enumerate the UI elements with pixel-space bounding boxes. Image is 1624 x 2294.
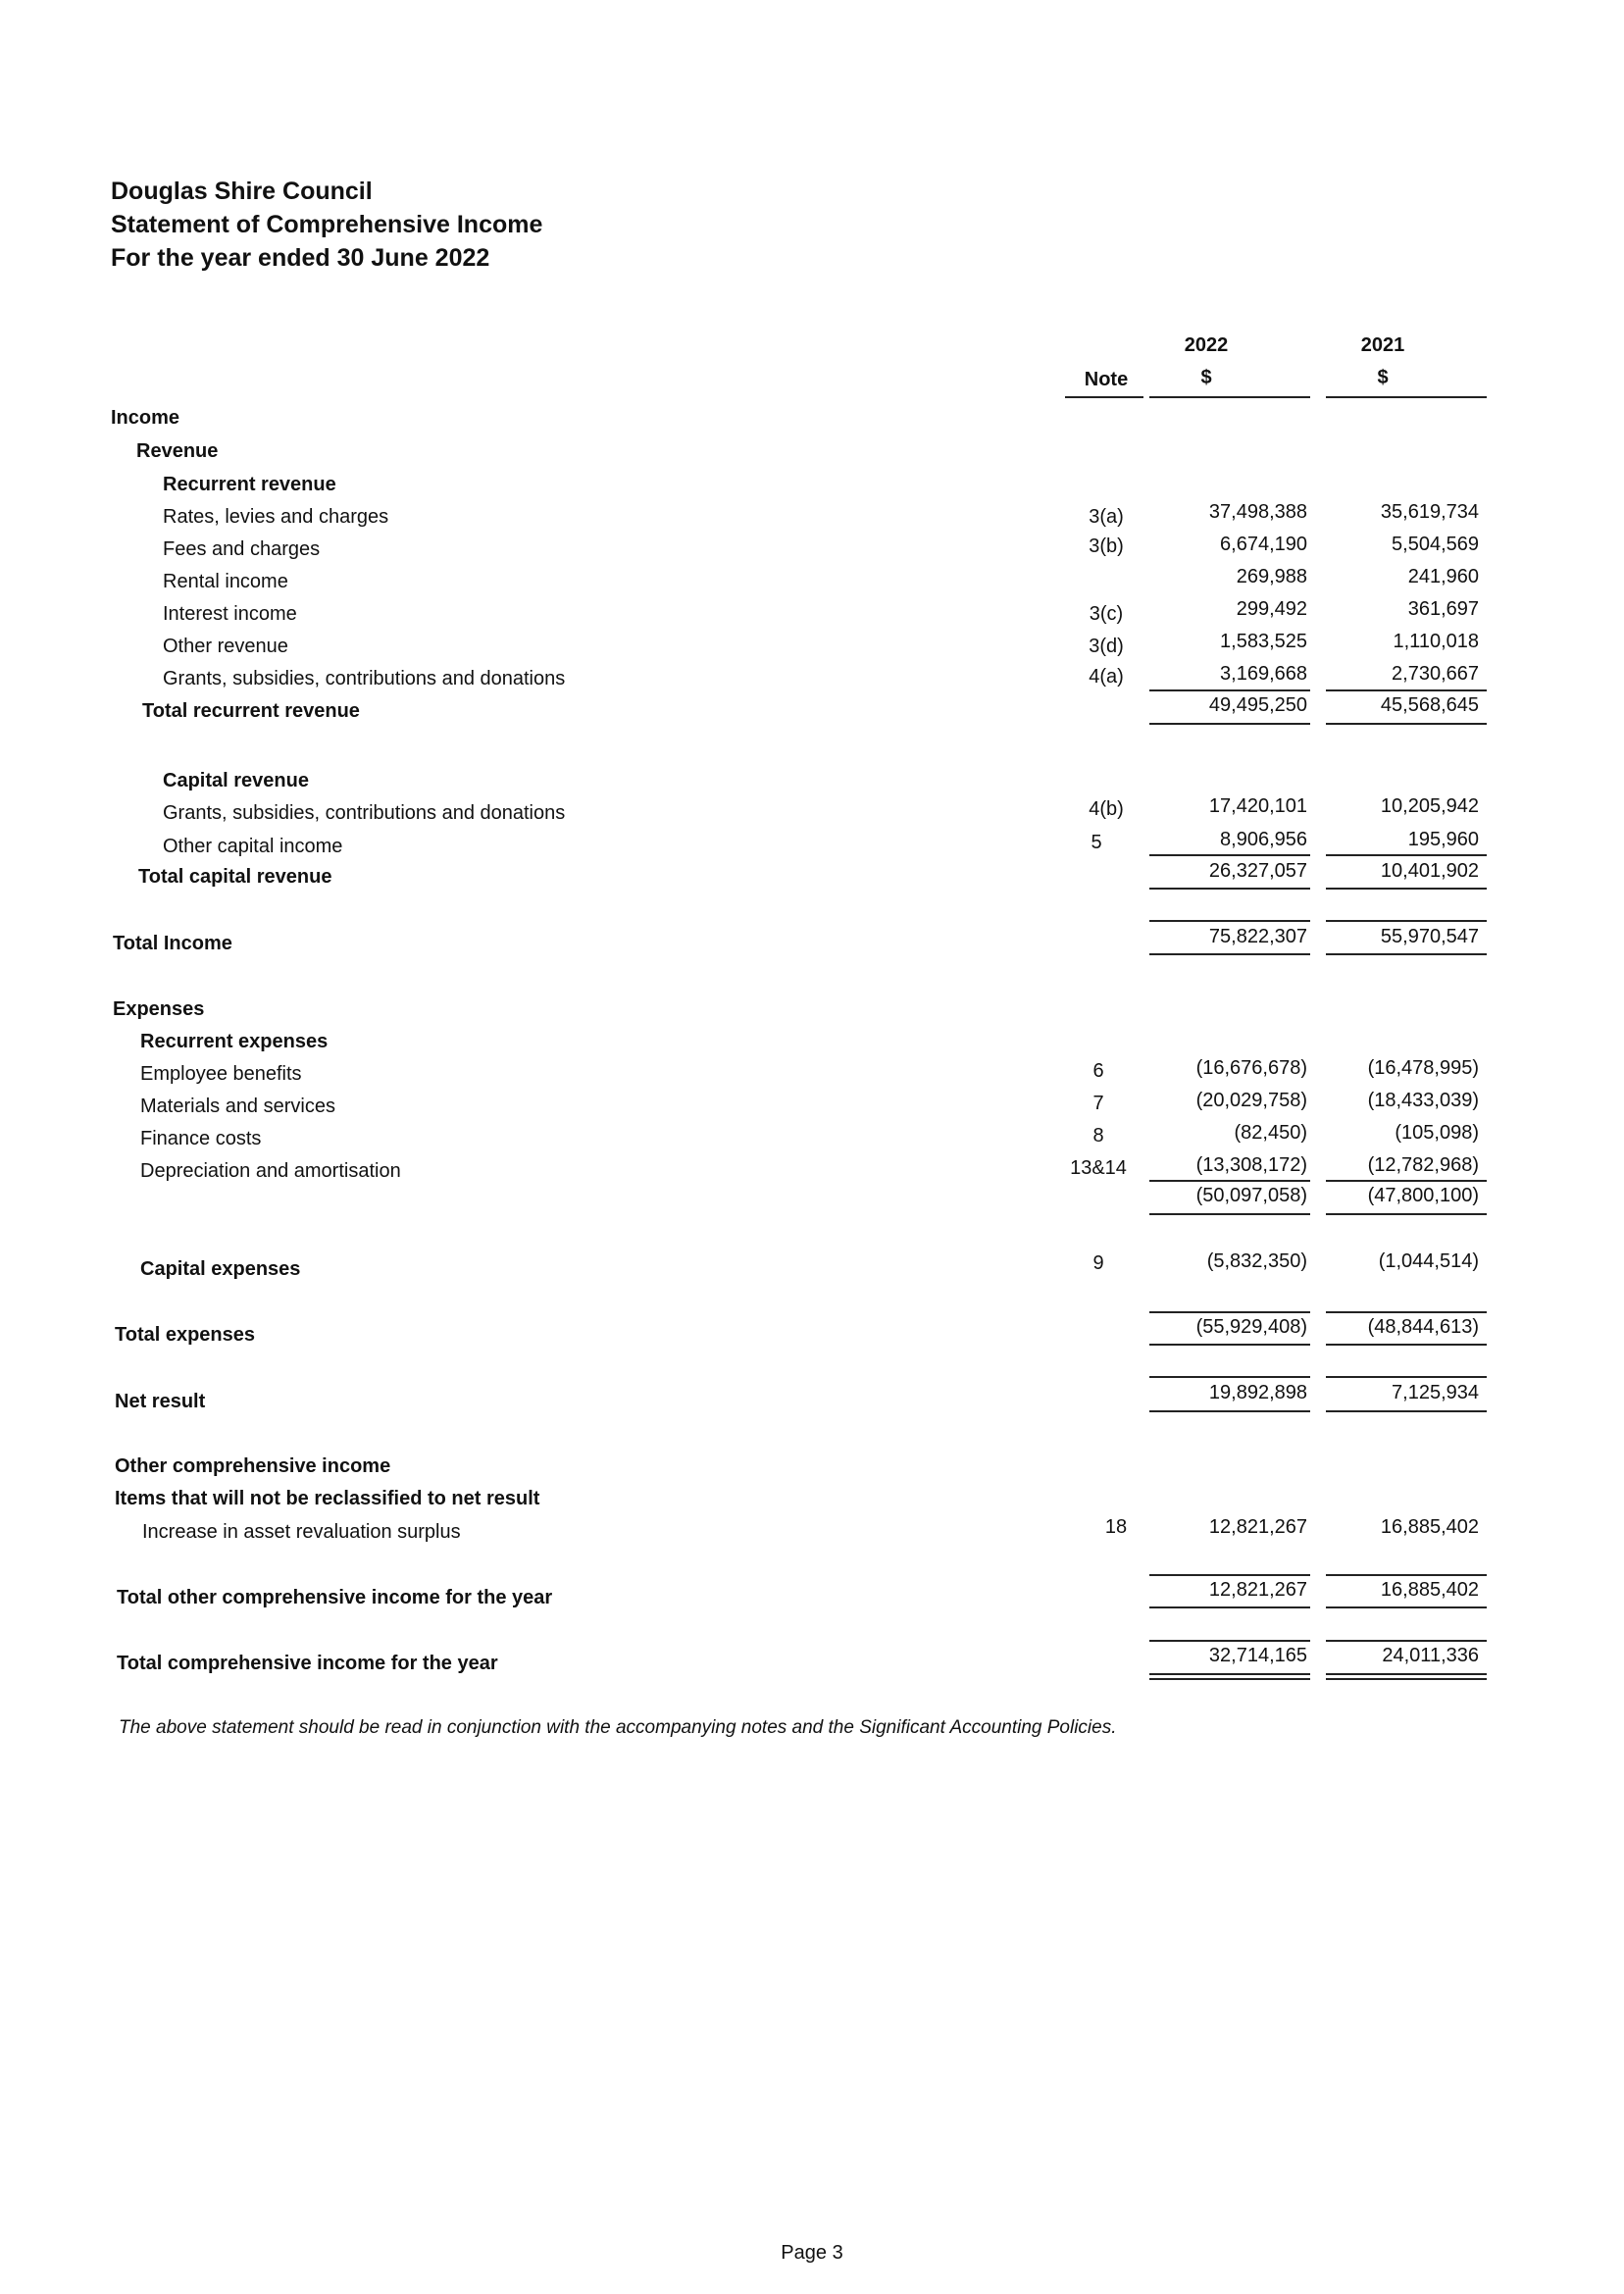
statement-period: For the year ended 30 June 2022: [111, 244, 490, 272]
row-label: Materials and services: [140, 1096, 335, 1117]
row-label: Other capital income: [163, 836, 343, 857]
statement-header: [111, 175, 542, 275]
value-2021: 5,504,569: [1392, 534, 1479, 555]
total-expenses-bottom-rule-2021: [1326, 1344, 1487, 1346]
value-2021: 16,885,402: [1380, 1516, 1479, 1538]
value-2022: 12,821,267: [1208, 1579, 1307, 1601]
value-2022: 1,583,525: [1220, 631, 1307, 652]
row-label: Finance costs: [140, 1128, 262, 1149]
expenses-heading: Expenses: [113, 998, 205, 1020]
income-heading: Income: [111, 407, 180, 429]
row-label: Total expenses: [115, 1324, 256, 1346]
row-note: 8: [1092, 1125, 1104, 1147]
oci-heading: Other comprehensive income: [115, 1455, 391, 1477]
value-2021: (12,782,968): [1367, 1154, 1479, 1176]
value-2022: 37,498,388: [1208, 501, 1307, 523]
total-expenses-top-rule-2021: [1326, 1311, 1487, 1313]
net-result-bottom-rule-2021: [1326, 1410, 1487, 1412]
total-rule-2021: [1326, 723, 1487, 725]
row-label: Other revenue: [163, 636, 288, 657]
value-2021: 24,011,336: [1382, 1645, 1479, 1666]
value-2021: 35,619,734: [1380, 501, 1479, 523]
row-label: Total Income: [113, 933, 232, 954]
row-label: Increase in asset revaluation surplus: [142, 1521, 461, 1543]
column-currency-2022: $: [1200, 367, 1212, 388]
net-result-top-rule-2022: [1149, 1376, 1310, 1378]
oci-total-bottom-rule-2022: [1149, 1606, 1310, 1608]
value-2022: 17,420,101: [1208, 795, 1307, 817]
row-note: 4(a): [1089, 666, 1124, 688]
row-note: 7: [1092, 1093, 1104, 1114]
value-2021: 7,125,934: [1392, 1382, 1479, 1403]
value-2021: 2,730,667: [1392, 663, 1479, 685]
total-income-bottom-rule-2021: [1326, 953, 1487, 955]
total-income-top-rule-2021: [1326, 920, 1487, 922]
value-2022: (5,832,350): [1206, 1250, 1307, 1272]
total-rule-2022: [1149, 723, 1310, 725]
recurrent-expenses-heading: Recurrent expenses: [140, 1031, 329, 1052]
value-2021: (1,044,514): [1378, 1250, 1479, 1272]
value-2022: 75,822,307: [1208, 926, 1307, 947]
column-year-2022: 2022: [1184, 334, 1229, 356]
value-2021: (16,478,995): [1367, 1057, 1479, 1079]
total-income-top-rule-2022: [1149, 920, 1310, 922]
row-label: Rental income: [163, 571, 288, 592]
footer-note: The above statement should be read in conjunction with the accompanying notes and the Significant Accounting Policies.: [119, 1717, 1117, 1738]
value-2022: (20,029,758): [1195, 1090, 1307, 1111]
value-2021: (18,433,039): [1367, 1090, 1479, 1111]
total-rule-2022: [1149, 888, 1310, 890]
row-label: Net result: [115, 1391, 206, 1412]
subtotal-rule-2022: [1149, 854, 1310, 856]
subtotal-rule-2021: [1326, 854, 1487, 856]
row-label: Interest income: [163, 603, 297, 625]
value-2022: 49,495,250: [1208, 694, 1307, 716]
row-note: 3(a): [1089, 506, 1124, 528]
heading-rule-2022: [1149, 396, 1310, 398]
tci-double-rule-1-2022: [1149, 1673, 1310, 1675]
statement-title: Statement of Comprehensive Income: [111, 211, 543, 238]
net-result-top-rule-2021: [1326, 1376, 1487, 1378]
total-expenses-top-rule-2022: [1149, 1311, 1310, 1313]
value-2021: 195,960: [1407, 829, 1479, 850]
value-2022: (50,097,058): [1195, 1185, 1307, 1206]
total-expenses-bottom-rule-2022: [1149, 1344, 1310, 1346]
value-2022: 269,988: [1236, 566, 1307, 587]
row-label: Total capital revenue: [138, 866, 332, 888]
tci-double-rule-2-2022: [1149, 1678, 1310, 1680]
value-2021: 1,110,018: [1393, 631, 1479, 652]
council-name: Douglas Shire Council: [111, 178, 373, 205]
oci-total-top-rule-2021: [1326, 1574, 1487, 1576]
value-2022: 6,674,190: [1220, 534, 1307, 555]
value-2022: (13,308,172): [1195, 1154, 1307, 1176]
row-note: 13&14: [1070, 1157, 1127, 1179]
row-note: 4(b): [1089, 798, 1124, 820]
row-label: Total other comprehensive income for the year: [117, 1587, 553, 1608]
recurrent-revenue-heading: Recurrent revenue: [163, 474, 336, 495]
row-label: Total comprehensive income for the year: [117, 1653, 498, 1674]
value-2021: 241,960: [1407, 566, 1479, 587]
value-2021: 16,885,402: [1380, 1579, 1479, 1601]
value-2021: 10,205,942: [1380, 795, 1479, 817]
value-2022: 32,714,165: [1208, 1645, 1307, 1666]
value-2021: 10,401,902: [1380, 860, 1479, 882]
oci-subheading: Items that will not be reclassified to net result: [115, 1488, 540, 1509]
tci-double-rule-1-2021: [1326, 1673, 1487, 1675]
value-2022: (55,929,408): [1195, 1316, 1307, 1338]
row-label: Fees and charges: [163, 538, 321, 560]
value-2022: (82,450): [1234, 1122, 1307, 1144]
subtotal-rule-2022: [1149, 1180, 1310, 1182]
row-label: Total recurrent revenue: [142, 700, 360, 722]
row-note: 3(c): [1089, 603, 1124, 625]
row-label: Employee benefits: [140, 1063, 302, 1085]
row-note: 6: [1092, 1060, 1104, 1082]
row-label: Capital expenses: [140, 1258, 301, 1280]
value-2021: (48,844,613): [1367, 1316, 1479, 1338]
value-2022: 8,906,956: [1220, 829, 1307, 850]
row-label: Grants, subsidies, contributions and donations: [163, 802, 566, 824]
total-rule-2021: [1326, 888, 1487, 890]
row-note: 9: [1092, 1252, 1104, 1274]
column-year-2021: 2021: [1360, 334, 1405, 356]
value-2022: 3,169,668: [1220, 663, 1307, 685]
oci-total-bottom-rule-2021: [1326, 1606, 1487, 1608]
value-2021: 55,970,547: [1380, 926, 1479, 947]
value-2021: (105,098): [1395, 1122, 1479, 1144]
tci-double-rule-2-2021: [1326, 1678, 1487, 1680]
net-result-bottom-rule-2022: [1149, 1410, 1310, 1412]
subtotal-bottom-rule-2021: [1326, 1213, 1487, 1215]
value-2022: 12,821,267: [1208, 1516, 1307, 1538]
row-note: 3(b): [1089, 535, 1124, 557]
value-2022: (16,676,678): [1195, 1057, 1307, 1079]
row-label: Depreciation and amortisation: [140, 1160, 401, 1182]
row-note: 3(d): [1089, 636, 1124, 657]
page-number: Page 3: [781, 2242, 843, 2264]
tci-top-rule-2021: [1326, 1640, 1487, 1642]
subtotal-rule-2022: [1149, 689, 1310, 691]
subtotal-rule-2021: [1326, 1180, 1487, 1182]
value-2022: 19,892,898: [1208, 1382, 1307, 1403]
row-note: 18: [1104, 1516, 1128, 1538]
total-income-bottom-rule-2022: [1149, 953, 1310, 955]
revenue-heading: Revenue: [136, 440, 219, 462]
value-2021: (47,800,100): [1367, 1185, 1479, 1206]
row-note: 5: [1091, 832, 1102, 853]
column-currency-2021: $: [1377, 367, 1389, 388]
value-2021: 361,697: [1407, 598, 1479, 620]
column-note: Note: [1084, 369, 1129, 390]
heading-rule-2021: [1326, 396, 1487, 398]
note-heading-rule: [1065, 396, 1143, 398]
value-2022: 299,492: [1236, 598, 1307, 620]
value-2021: 45,568,645: [1380, 694, 1479, 716]
row-label: Rates, levies and charges: [163, 506, 389, 528]
oci-total-top-rule-2022: [1149, 1574, 1310, 1576]
capital-revenue-heading: Capital revenue: [163, 770, 309, 791]
subtotal-rule-2021: [1326, 689, 1487, 691]
row-label: Grants, subsidies, contributions and donations: [163, 668, 566, 689]
subtotal-bottom-rule-2022: [1149, 1213, 1310, 1215]
value-2022: 26,327,057: [1208, 860, 1307, 882]
tci-top-rule-2022: [1149, 1640, 1310, 1642]
